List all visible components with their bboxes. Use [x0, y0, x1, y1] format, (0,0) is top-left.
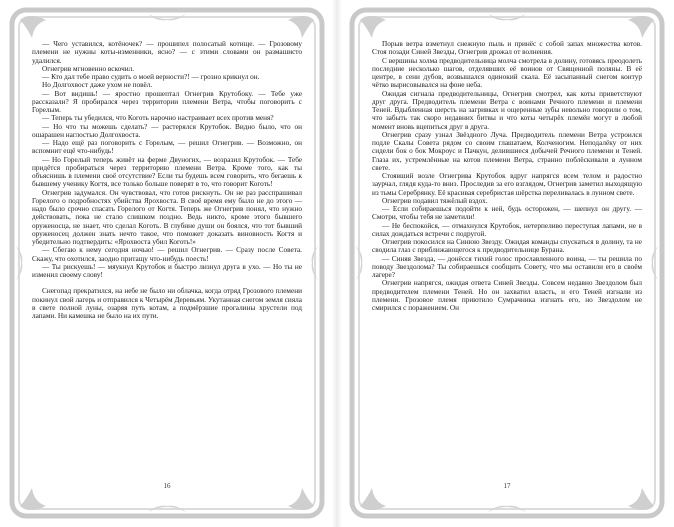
- book-gutter: [332, 0, 342, 527]
- paragraph: — Чего уставился, котёночек? — прошипел полосатый котище. — Грозовому племени не нужны коты-изменники, ясно? — с этими словами он размашисто удалился.: [32, 40, 302, 65]
- left-page-text: [32, 40, 302, 320]
- paragraph: Но Долгохвост даже ухом не повёл.: [42, 81, 153, 90]
- paragraph: — Но Горелый теперь живёт на ферме Двуногих, — возразил Крутобок. — Тебе придётся пробираться через территорию племени Ветра. Кроме того, как ты объяснишь в племени своё отсутствие? Если ты будешь всем говорить, что бегаешь к бывшему ученику Когтя, все только больше поверят в то, что говорит Коготь!: [32, 155, 302, 189]
- paragraph: Огнегрив покосился на Синюю Звезду. Ожидая команды спускаться в долину, та не сводила глаз с приближающегося к предводительнице Бурана.: [372, 238, 642, 255]
- page-number: 16: [163, 482, 171, 490]
- paragraph: — Теперь ты убедился, что Коготь нарочно настраивает всех против меня?: [42, 114, 274, 123]
- page-number: 17: [503, 482, 511, 490]
- right-page: [348, 6, 666, 520]
- paragraph: Огнегрив мгновенно вскочил.: [42, 64, 135, 73]
- paragraph: Огнегрив подавил тяжёлый вздох.: [382, 196, 488, 205]
- paragraph: — Не беспокойся, — отмахнулся Крутобок, нетерпеливо переступая лапами, не в силах дождаться встречи с подругой.: [372, 221, 642, 238]
- paragraph: — Синяя Звезда, — донёсся тихий голос прославленного воина, — ты решила по поводу Звездолома? Ты собираешься сообщить Совету, что мы оставили его в своём лагере?: [372, 254, 642, 279]
- paragraph: — Ты рискуешь! — мяукнул Крутобок и быстро лизнул друга в ухо. — Но ты не изменил своему слову!: [32, 262, 302, 279]
- paragraph: Снегопад прекратился, на небе не было ни облачка, когда отряд Грозового племени покинул свой лагерь и отправился к Четырём Деревьям. Укутанная снегом земля сияла в свете полной луны, озаряя путь котам, а подмёрзшие прогалины хрустели под лапами. Ни камешка не было на их пути.: [32, 287, 302, 320]
- paragraph: Порыв ветра взметнул снежную пыль и принёс с собой запах множества котов. Стоя позади Синей Звезды, Огнегрив дрожал от волнения.: [372, 40, 642, 57]
- paragraph: С вершины холма предводительница молча смотрела в долину, готовясь преодолеть последние несколько шагов, отделявших её воинов от Священной поляны. В её центре, в сени дубов, возвышался одинокий скала. Её засыпанный снегом контур чётко вырисовывался на фоне неба.: [372, 56, 642, 90]
- paragraph: — Кто дал тебе право судить о моей верности?! — грозно крикнул он.: [42, 73, 260, 81]
- paragraph: — Сбегаю к нему сегодня ночью! — решил Огнегрив. — Сразу после Совета. Скажу, что охотился, заодно притащу что-нибудь поесть!: [32, 246, 302, 263]
- paragraph: Огнегрив задумался. Он чувствовал, что готов рискнуть. Он не раз расспрашивал Горелого о подробностях убийства Ярохвоста. В своё время ему было не до этого — надо было срочно спасать Горелого от Когтя. Теперь же Огнегрив понял, что нужно действовать, пока не стало слишком поздно. Ведь никто, кроме этого бывшего оруженосца, не знает, что сделал Коготь. В глубине души он боялся, что тот бывший оруженосец должен знать нечто такое, что поможет доказать виновность Когтя и убедительно подтвердить: «Ярохвоста убил Коготь!»: [32, 188, 302, 246]
- paragraph: — Вот видишь! — яростно прошептал Огнегрив Крутобоку. — Тебе уже рассказали? Я пробирался через территории племени Ветра, чтобы поговорить с Горелым.: [32, 89, 302, 114]
- paragraph: Огнегрив сразу узнал Звёздного Луча. Предводитель племени Ветра устроился подле Скалы Совета рядом со своим глашатаем, Колченогим. Неподалёку от них сидели бок о бок Мокроус и Пачкун, делившиеся добычей Речного племени и Теней. Глаза их, устремлённые на котов племени Ветра, странно поблёскивали в лунном свете.: [372, 130, 642, 172]
- right-page-text: [372, 40, 642, 312]
- paragraph: — Надо ещё раз поговорить с Горелым, — решил Огнегрив. — Возможно, он вспомнит ещё что-нибудь!: [32, 139, 302, 156]
- paragraph: Огнегрив напрягся, ожидая ответа Синей Звезды. Совсем недавно Звездолом был предводителем племени Теней. Но он захватил власть, и его Теней изгнали из племени. Грозовое племя приютило Сумрачника изгнать его, но Звездолом не смирился с поражением. Он: [372, 279, 642, 312]
- paragraph: Стоявший возле Огнегрива Крутобок вдруг напрягся всем телом и радостно заурчал, глядя куда-то вниз. Проследив за его взглядом, Огнегрив заметил выходящую из тьмы Серебрянку. Её красивая серебристая шёрстка переливалась в лунном свете.: [372, 172, 642, 197]
- paragraph: — Но что ты можешь сделать? — растерялся Крутобок. Видно было, что он ошарашен наглостью Долгохвоста.: [32, 122, 302, 139]
- paragraph: Ожидая сигнала предводительницы, Огнегрив смотрел, как коты приветствуют друг друга. Предводитель племени Ветра с воинами Речного племени и племени Теней. Вдыбленная шерсть на загривках и ощеренные зубы невольно говорили о том, что забыть так скоро недавних битвы и что коты четырёх племён могут в любой момент вновь вцепиться друг в друга.: [372, 89, 642, 131]
- paragraph: — Если собираешься подойти к ней, будь осторожен, — шепнул он другу. — Смотри, чтобы тебя не заметили!: [372, 205, 642, 222]
- left-page: [8, 6, 326, 520]
